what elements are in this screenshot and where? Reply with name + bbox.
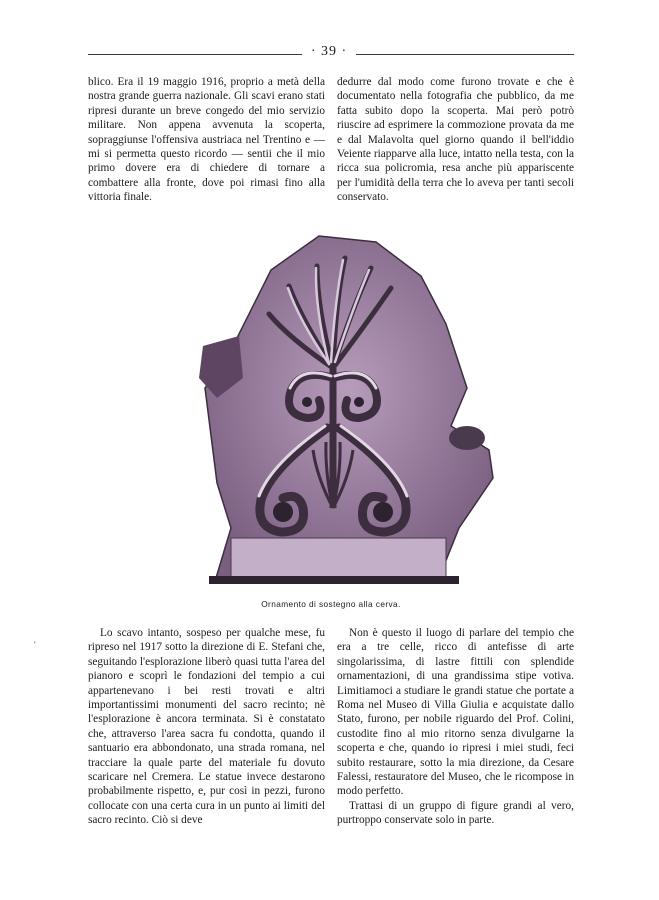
figure-photo-antefix-ornament: [121, 228, 541, 588]
stone-cavity-right: [449, 426, 485, 450]
paragraph: dedurre dal modo come furono trovate e che è documentato nella fotografia che pubblico, da me fatta subito dopo la scoperta. Mai però potrò riuscire ad esprimere la commozione provata da me e dal Malavolta quel giorno quando il bell'iddio Veiente riapparve alla luce, intatto nella testa, con la ricca sua policromia, resa anche più appariscente per l'umidità della terra che lo aveva per tanti secoli conservato.: [337, 76, 574, 204]
stone-base: [231, 538, 446, 578]
margin-mark: ': [34, 640, 36, 650]
paragraph: Lo scavo intanto, sospeso per qualche mese, fu ripreso nel 1917 sotto la direzione di E. Stefani che, seguitando l'esplorazione liberò quasi tutta l'area del pianoro e scoprì le fondazioni del tempio a cui appartenevano i bei resti trovati e altri importantissimi monumenti del sacro recinto; nè l'esplorazione è ancora terminata. Si è constatato che, attraverso l'area sacra fu condotta, quando il santuario era abbondonato, una strada romana, nel tracciare la quale parte del materiale fu dovuto scaricare nel Cremera. Le statue invece destarono probabilmente rispetto, e, pur così in pezzi, furono collocate con una certa cura in un punto ai limiti del sacro recinto. Ciò si deve: [88, 627, 325, 827]
header-rule-right: [356, 54, 574, 55]
paragraph: blico. Era il 19 maggio 1916, proprio a metà della nostra grande guerra nazionale. Gli scavi erano stati ripresi durante un breve congedo del mio servizio militare. Non appena avvenuta la scoperta, sopraggiunse l'offensiva austriaca nel Trentino e — mi si permetta questo ricordo — sentii che il mio primo dovere era di chiedere di tornare a combattere alla fronte, dove poi rimasi fino alla vittoria finale.: [88, 76, 325, 204]
header-rule-left: [88, 54, 302, 55]
text-column-top-left: [88, 75, 325, 205]
figure-caption: Ornamento di sostegno alla cerva.: [261, 599, 401, 609]
volute-eye-right: [373, 502, 393, 522]
volute-eye-left: [273, 502, 293, 522]
page-number: · 39 ·: [310, 44, 348, 59]
paragraph: Trattasi di un gruppo di figure grandi al vero, purtroppo conservate solo in parte.: [337, 799, 574, 827]
paragraph: Non è questo il luogo di parlare del tempio che era a tre celle, ricco di antefisse di arte singolarissima, di lastre fittili con splendide ornamentazioni, di una grandissima stipe votiva. Limitiamoci a studiare le grandi statue che portate a Roma nel Museo di Villa Giulia e acquistate dallo Stato, furono, per nobile riguardo del Prof. Colini, custodite fino al mio ritorno senza divulgarne la scoperta e che, quando io ripresi i miei studi, feci subito restaurare, sotto la mia direzione, da Cesare Falessi, restauratore del Museo, che le ricompose in modo perfetto.: [337, 627, 574, 798]
text-column-bottom-left: [88, 626, 325, 828]
text-column-bottom-right: [337, 626, 574, 828]
text-column-top-right: [337, 75, 574, 205]
